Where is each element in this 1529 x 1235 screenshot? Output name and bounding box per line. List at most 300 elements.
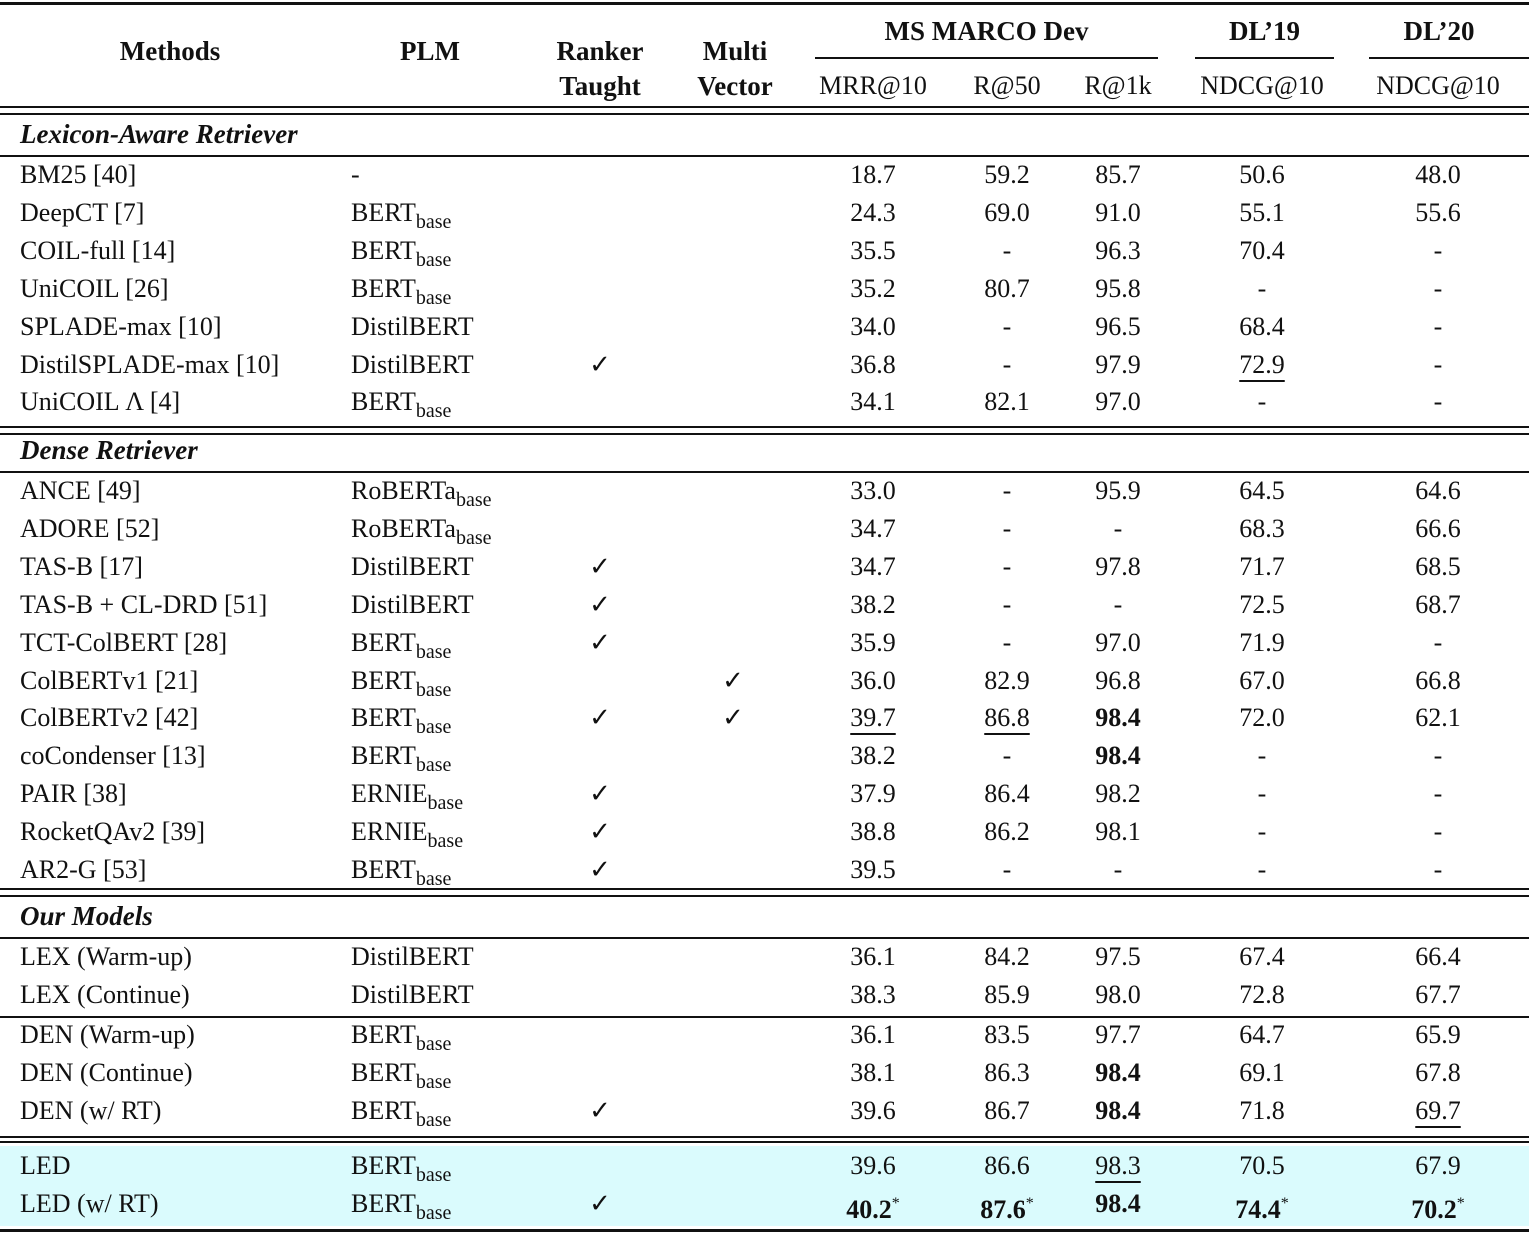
method-name: COIL-full [14]: [20, 235, 176, 265]
score-r1k: [1071, 383, 1165, 421]
score-value: -: [1113, 589, 1123, 619]
table-row: [0, 624, 1529, 662]
ranker-taught-check-icon: ✓: [589, 627, 611, 657]
cmidrule-dl20: [1369, 57, 1529, 59]
score-value: 66.6: [1415, 513, 1461, 543]
score-dl19-ndcg10: [1212, 775, 1312, 813]
score-value: 98.4: [1095, 1095, 1141, 1125]
score-r1k: [1071, 1185, 1165, 1223]
plm-cell: [351, 308, 474, 346]
table-row: [0, 510, 1529, 548]
score-mrr10: [828, 737, 918, 775]
score-dl20-ndcg10: [1388, 270, 1488, 308]
score-dl19-ndcg10: [1212, 232, 1312, 270]
score-value: 48.0: [1415, 160, 1461, 189]
table-row: [0, 156, 1529, 194]
cmidrule-dl19: [1195, 57, 1334, 59]
table-row: [0, 346, 1529, 384]
metric-r50: R@50: [973, 71, 1041, 100]
score-r50: [960, 1054, 1054, 1092]
score-dl19-ndcg10: [1212, 194, 1312, 232]
score-value: 65.9: [1415, 1020, 1461, 1049]
plm-size-subscript: base: [415, 640, 452, 663]
plm-name: BERT: [351, 665, 416, 695]
table-row: [0, 472, 1529, 510]
score-dl20-ndcg10: [1388, 938, 1488, 976]
score-value: 96.3: [1095, 235, 1141, 265]
table-row: [0, 232, 1529, 270]
score-r1k: [1071, 156, 1165, 194]
plm-name: BERT: [351, 235, 416, 265]
score-dl19-ndcg10: [1212, 1147, 1312, 1185]
score-value: -: [1433, 273, 1443, 303]
score-value: -: [1002, 476, 1012, 505]
plm-size-subscript: base: [415, 754, 452, 777]
score-r1k: [1071, 510, 1165, 548]
header-rule-b: [0, 113, 1529, 115]
score-r1k: [1071, 308, 1165, 346]
plm-name: RoBERTa: [351, 476, 456, 505]
significance-marker: *: [1025, 1194, 1034, 1212]
header-multi-vector-1: Multi: [702, 36, 768, 66]
ranker-taught-check-icon: ✓: [589, 589, 611, 619]
score-value: 36.1: [850, 942, 896, 971]
plm-size-subscript: base: [415, 248, 452, 271]
ranker-taught-check-icon: ✓: [589, 703, 611, 733]
plm-size-subscript: base: [427, 792, 464, 815]
score-mrr10: [828, 624, 918, 662]
method-name: ADORE [52]: [20, 513, 160, 543]
score-value: 67.9: [1415, 1151, 1461, 1180]
score-value: 36.1: [850, 1020, 896, 1049]
method-name: TCT-ColBERT [28]: [20, 627, 228, 657]
plm-name: BERT: [351, 1188, 416, 1218]
score-r50: [960, 624, 1054, 662]
score-value: 68.3: [1239, 513, 1285, 543]
score-dl20-ndcg10: [1388, 1147, 1488, 1185]
score-dl20-ndcg10: [1388, 1092, 1488, 1130]
table-row: [0, 699, 1529, 737]
score-value: 72.8: [1239, 979, 1285, 1009]
ranker-taught-check-icon: ✓: [589, 349, 611, 379]
score-value: 35.9: [850, 627, 896, 657]
score-value: 84.2: [984, 942, 1030, 971]
method-name: DEN (Warm-up): [20, 1020, 195, 1049]
score-value: 55.6: [1415, 197, 1461, 227]
method-name: TAS-B [17]: [20, 551, 143, 581]
score-value: 97.5: [1095, 942, 1141, 971]
score-r50: [960, 383, 1054, 421]
score-r50: [960, 510, 1054, 548]
score-value: 71.9: [1239, 627, 1285, 657]
header-ranker-taught-2: Taught: [559, 71, 641, 101]
score-value: 86.2: [984, 817, 1030, 847]
score-dl20-ndcg10: [1388, 813, 1488, 851]
method-name: DEN (w/ RT): [20, 1095, 162, 1125]
method-name: ColBERTv1 [21]: [20, 665, 199, 695]
score-value: 68.5: [1415, 551, 1461, 581]
plm-cell: [351, 1185, 451, 1232]
score-value: 69.0: [984, 197, 1030, 227]
score-value: -: [1257, 387, 1267, 417]
plm-size-subscript: base: [415, 1201, 452, 1224]
method-name: LEX (Warm-up): [20, 942, 192, 971]
score-value: -: [1002, 855, 1012, 884]
score-value: 35.5: [850, 235, 896, 265]
score-r50: [960, 976, 1054, 1014]
ranker-taught-check-icon: ✓: [589, 1095, 611, 1125]
score-value: 70.5: [1239, 1151, 1285, 1180]
table-row: [0, 1147, 1529, 1185]
score-mrr10: [828, 586, 918, 624]
score-dl20-ndcg10: [1388, 1054, 1488, 1092]
score-value: 97.8: [1095, 551, 1141, 581]
method-name: DEN (Continue): [20, 1057, 193, 1087]
plm-name: DistilBERT: [351, 349, 474, 379]
score-mrr10: [828, 1185, 918, 1229]
score-dl19-ndcg10: [1212, 938, 1312, 976]
score-value: 39.6: [850, 1095, 896, 1125]
score-value: 70.2: [1411, 1194, 1457, 1224]
score-r50: [960, 346, 1054, 384]
score-value: -: [1433, 741, 1443, 771]
score-dl19-ndcg10: [1212, 548, 1312, 586]
plm-name: BERT: [351, 1057, 416, 1087]
score-r50: [960, 586, 1054, 624]
score-value: 97.0: [1095, 387, 1141, 417]
score-mrr10: [828, 156, 918, 194]
table-row: [0, 938, 1529, 976]
table-row: [0, 737, 1529, 775]
score-value: -: [1433, 387, 1443, 417]
table-row: [0, 586, 1529, 624]
score-dl19-ndcg10: [1212, 1092, 1312, 1130]
score-dl20-ndcg10: [1388, 156, 1488, 194]
header-multi-vector-2: Vector: [697, 71, 773, 101]
plm-cell: [351, 1092, 451, 1139]
score-dl19-ndcg10: [1212, 699, 1312, 737]
method-name: TAS-B + CL-DRD [51]: [20, 589, 268, 619]
score-mrr10: [828, 1147, 918, 1185]
plm-name: BERT: [351, 387, 416, 417]
score-dl20-ndcg10: [1388, 699, 1488, 737]
metric-dl19-ndcg10: NDCG@10: [1200, 71, 1324, 100]
score-value: 98.0: [1095, 979, 1141, 1009]
score-mrr10: [828, 308, 918, 346]
score-value: 64.7: [1239, 1020, 1285, 1049]
score-value: 98.4: [1095, 1057, 1141, 1087]
metric-mrr10: MRR@10: [819, 71, 927, 100]
plm-cell: [351, 383, 451, 430]
score-dl19-ndcg10: [1212, 270, 1312, 308]
metric-dl20-ndcg10: NDCG@10: [1376, 71, 1500, 100]
plm-name: ERNIE: [351, 779, 428, 809]
score-dl20-ndcg10: [1388, 662, 1488, 700]
score-value: 74.4: [1235, 1194, 1281, 1224]
score-mrr10: [828, 472, 918, 510]
score-value: 98.4: [1095, 1188, 1141, 1218]
score-value: -: [1113, 513, 1123, 543]
method-name: UniCOIL [26]: [20, 273, 169, 303]
score-dl20-ndcg10: [1388, 1016, 1488, 1054]
score-r50: [960, 851, 1054, 889]
plm-size-subscript: base: [415, 716, 452, 739]
score-value: 38.2: [850, 741, 896, 771]
score-mrr10: [828, 976, 918, 1014]
score-value: -: [1257, 741, 1267, 771]
score-value: -: [1433, 349, 1443, 379]
ranker-taught-check-icon: ✓: [589, 551, 611, 581]
score-value: 34.1: [850, 387, 896, 417]
score-dl19-ndcg10: [1212, 624, 1312, 662]
score-value: 62.1: [1415, 703, 1461, 733]
score-value: 97.7: [1095, 1020, 1141, 1049]
score-value: 66.8: [1415, 665, 1461, 695]
score-r50: [960, 270, 1054, 308]
score-r50: [960, 1016, 1054, 1054]
score-mrr10: [828, 232, 918, 270]
score-value: 40.2: [846, 1194, 892, 1224]
score-value: 39.5: [850, 855, 896, 884]
score-r1k: [1071, 1092, 1165, 1130]
score-r1k: [1071, 1054, 1165, 1092]
score-r1k: [1071, 548, 1165, 586]
plm-name: BERT: [351, 855, 416, 884]
cmidrule-msmarco: [815, 57, 1158, 59]
score-value: 36.8: [850, 349, 896, 379]
score-value: 55.1: [1239, 197, 1285, 227]
score-dl19-ndcg10: [1212, 662, 1312, 700]
score-dl20-ndcg10: [1388, 194, 1488, 232]
score-value: -: [1257, 855, 1267, 884]
score-value: 69.7: [1415, 1095, 1461, 1125]
score-r1k: [1071, 699, 1165, 737]
score-value: -: [1002, 349, 1012, 379]
score-value: 82.1: [984, 387, 1030, 417]
plm-size-subscript: base: [415, 286, 452, 309]
section-title: Dense Retriever: [20, 435, 198, 465]
metric-r1k: R@1k: [1084, 71, 1152, 100]
section-title: Lexicon-Aware Retriever: [20, 119, 298, 149]
method-name: ANCE [49]: [20, 476, 141, 505]
plm-size-subscript: base: [415, 1033, 452, 1055]
score-r50: [960, 472, 1054, 510]
score-value: 70.4: [1239, 235, 1285, 265]
score-r1k: [1071, 472, 1165, 510]
table-row: [0, 194, 1529, 232]
score-mrr10: [828, 851, 918, 889]
score-value: 64.5: [1239, 476, 1285, 505]
plm-cell: [351, 346, 474, 384]
score-value: 68.7: [1415, 589, 1461, 619]
score-dl20-ndcg10: [1388, 383, 1488, 421]
score-value: 86.7: [984, 1095, 1030, 1125]
section-rule: [0, 426, 1529, 428]
score-r50: [960, 548, 1054, 586]
plm-name: BERT: [351, 703, 416, 733]
score-value: -: [1433, 855, 1443, 884]
header-group-dl20: DL’20: [1403, 16, 1475, 46]
score-dl20-ndcg10: [1388, 851, 1488, 889]
score-r50: [960, 938, 1054, 976]
score-value: 67.7: [1415, 979, 1461, 1009]
score-value: -: [1257, 273, 1267, 303]
multi-vector-check-icon: ✓: [722, 665, 744, 695]
multi-vector-check-icon: ✓: [722, 703, 744, 733]
plm-name: DistilBERT: [351, 311, 474, 341]
score-value: 34.0: [850, 311, 896, 341]
score-value: 98.2: [1095, 779, 1141, 809]
score-dl19-ndcg10: [1212, 1054, 1312, 1092]
method-name: DeepCT [7]: [20, 197, 145, 227]
table-row: [0, 976, 1529, 1014]
led-rule-b: [0, 1141, 1529, 1143]
score-value: 38.1: [850, 1057, 896, 1087]
score-value: -: [1002, 627, 1012, 657]
significance-marker: *: [1280, 1194, 1289, 1212]
score-value: -: [1433, 627, 1443, 657]
score-value: 85.7: [1095, 160, 1141, 189]
score-r1k: [1071, 1147, 1165, 1185]
score-value: -: [1433, 817, 1443, 847]
score-r1k: [1071, 662, 1165, 700]
score-value: 82.9: [984, 665, 1030, 695]
top-rule: [0, 2, 1529, 5]
plm-size-subscript: base: [427, 830, 464, 853]
score-value: -: [1113, 855, 1123, 884]
score-dl19-ndcg10: [1212, 737, 1312, 775]
plm-cell: [351, 851, 451, 898]
header-plm: PLM: [400, 36, 460, 66]
score-value: -: [1257, 779, 1267, 809]
section-rule: [0, 433, 1529, 435]
score-r1k: [1071, 194, 1165, 232]
score-value: -: [1002, 513, 1012, 543]
score-value: 83.5: [984, 1020, 1030, 1049]
method-name: AR2-G [53]: [20, 855, 147, 884]
table-row: [0, 308, 1529, 346]
score-r50: [960, 194, 1054, 232]
score-r50: [960, 308, 1054, 346]
score-r1k: [1071, 938, 1165, 976]
table-row: [0, 813, 1529, 851]
score-r1k: [1071, 737, 1165, 775]
header-group-msmarco: MS MARCO Dev: [884, 16, 1089, 46]
score-dl19-ndcg10: [1212, 1185, 1312, 1229]
score-value: -: [1433, 779, 1443, 809]
score-value: -: [1002, 551, 1012, 581]
plm-name: DistilBERT: [351, 589, 474, 619]
score-dl19-ndcg10: [1212, 510, 1312, 548]
score-value: 59.2: [984, 160, 1030, 189]
plm-size-subscript: base: [415, 400, 452, 423]
score-value: 50.6: [1239, 160, 1285, 189]
score-mrr10: [828, 1054, 918, 1092]
score-value: 38.2: [850, 589, 896, 619]
method-name: PAIR [38]: [20, 779, 127, 809]
plm-name: -: [351, 160, 360, 189]
plm-size-subscript: base: [415, 1108, 452, 1131]
score-r50: [960, 737, 1054, 775]
score-dl20-ndcg10: [1388, 624, 1488, 662]
plm-size-subscript: base: [415, 1070, 452, 1093]
header-rule-a: [0, 106, 1529, 108]
score-mrr10: [828, 813, 918, 851]
section-rule: [0, 895, 1529, 897]
plm-name: RoBERTa: [351, 513, 456, 543]
score-mrr10: [828, 510, 918, 548]
score-mrr10: [828, 194, 918, 232]
score-value: 68.4: [1239, 311, 1285, 341]
score-dl19-ndcg10: [1212, 586, 1312, 624]
score-value: 38.8: [850, 817, 896, 847]
score-mrr10: [828, 775, 918, 813]
plm-size-subscript: base: [415, 868, 452, 890]
score-value: 71.7: [1239, 551, 1285, 581]
score-value: 66.4: [1415, 942, 1461, 971]
score-value: 97.9: [1095, 349, 1141, 379]
score-value: -: [1002, 235, 1012, 265]
significance-marker: *: [1456, 1194, 1465, 1212]
header-ranker-taught-1: Ranker: [556, 36, 644, 66]
plm-name: BERT: [351, 1020, 416, 1049]
method-name: ColBERTv2 [42]: [20, 703, 199, 733]
score-value: 72.5: [1239, 589, 1285, 619]
table-row: [0, 775, 1529, 813]
plm-cell: [351, 976, 474, 1014]
plm-cell: [351, 548, 474, 586]
table-row: [0, 383, 1529, 421]
score-value: 98.3: [1095, 1151, 1141, 1180]
score-value: 96.5: [1095, 311, 1141, 341]
score-value: 34.7: [850, 513, 896, 543]
score-r1k: [1071, 851, 1165, 889]
score-dl19-ndcg10: [1212, 383, 1312, 421]
score-value: 86.4: [984, 779, 1030, 809]
score-dl20-ndcg10: [1388, 1185, 1488, 1229]
score-dl20-ndcg10: [1388, 346, 1488, 384]
score-value: -: [1257, 817, 1267, 847]
score-value: 67.8: [1415, 1057, 1461, 1087]
plm-cell: [351, 586, 474, 624]
bottom-rule: [0, 1229, 1529, 1232]
score-value: 86.8: [984, 703, 1030, 733]
score-value: -: [1002, 311, 1012, 341]
score-dl20-ndcg10: [1388, 308, 1488, 346]
method-name: coCondenser [13]: [20, 741, 206, 771]
score-value: 67.0: [1239, 665, 1285, 695]
table-row: [0, 1092, 1529, 1130]
score-mrr10: [828, 383, 918, 421]
ranker-taught-check-icon: ✓: [589, 855, 611, 884]
score-value: 91.0: [1095, 197, 1141, 227]
plm-name: BERT: [351, 627, 416, 657]
score-r50: [960, 156, 1054, 194]
score-r1k: [1071, 1016, 1165, 1054]
score-value: 72.0: [1239, 703, 1285, 733]
score-value: 98.4: [1095, 703, 1141, 733]
score-value: 86.6: [984, 1151, 1030, 1180]
score-value: 97.0: [1095, 627, 1141, 657]
score-r1k: [1071, 346, 1165, 384]
score-value: 86.3: [984, 1057, 1030, 1087]
plm-name: BERT: [351, 1095, 416, 1125]
score-r50: [960, 813, 1054, 851]
table-row: [0, 662, 1529, 700]
score-dl19-ndcg10: [1212, 813, 1312, 851]
method-name: LED (w/ RT): [20, 1188, 159, 1218]
led-rule-a: [0, 1136, 1529, 1138]
